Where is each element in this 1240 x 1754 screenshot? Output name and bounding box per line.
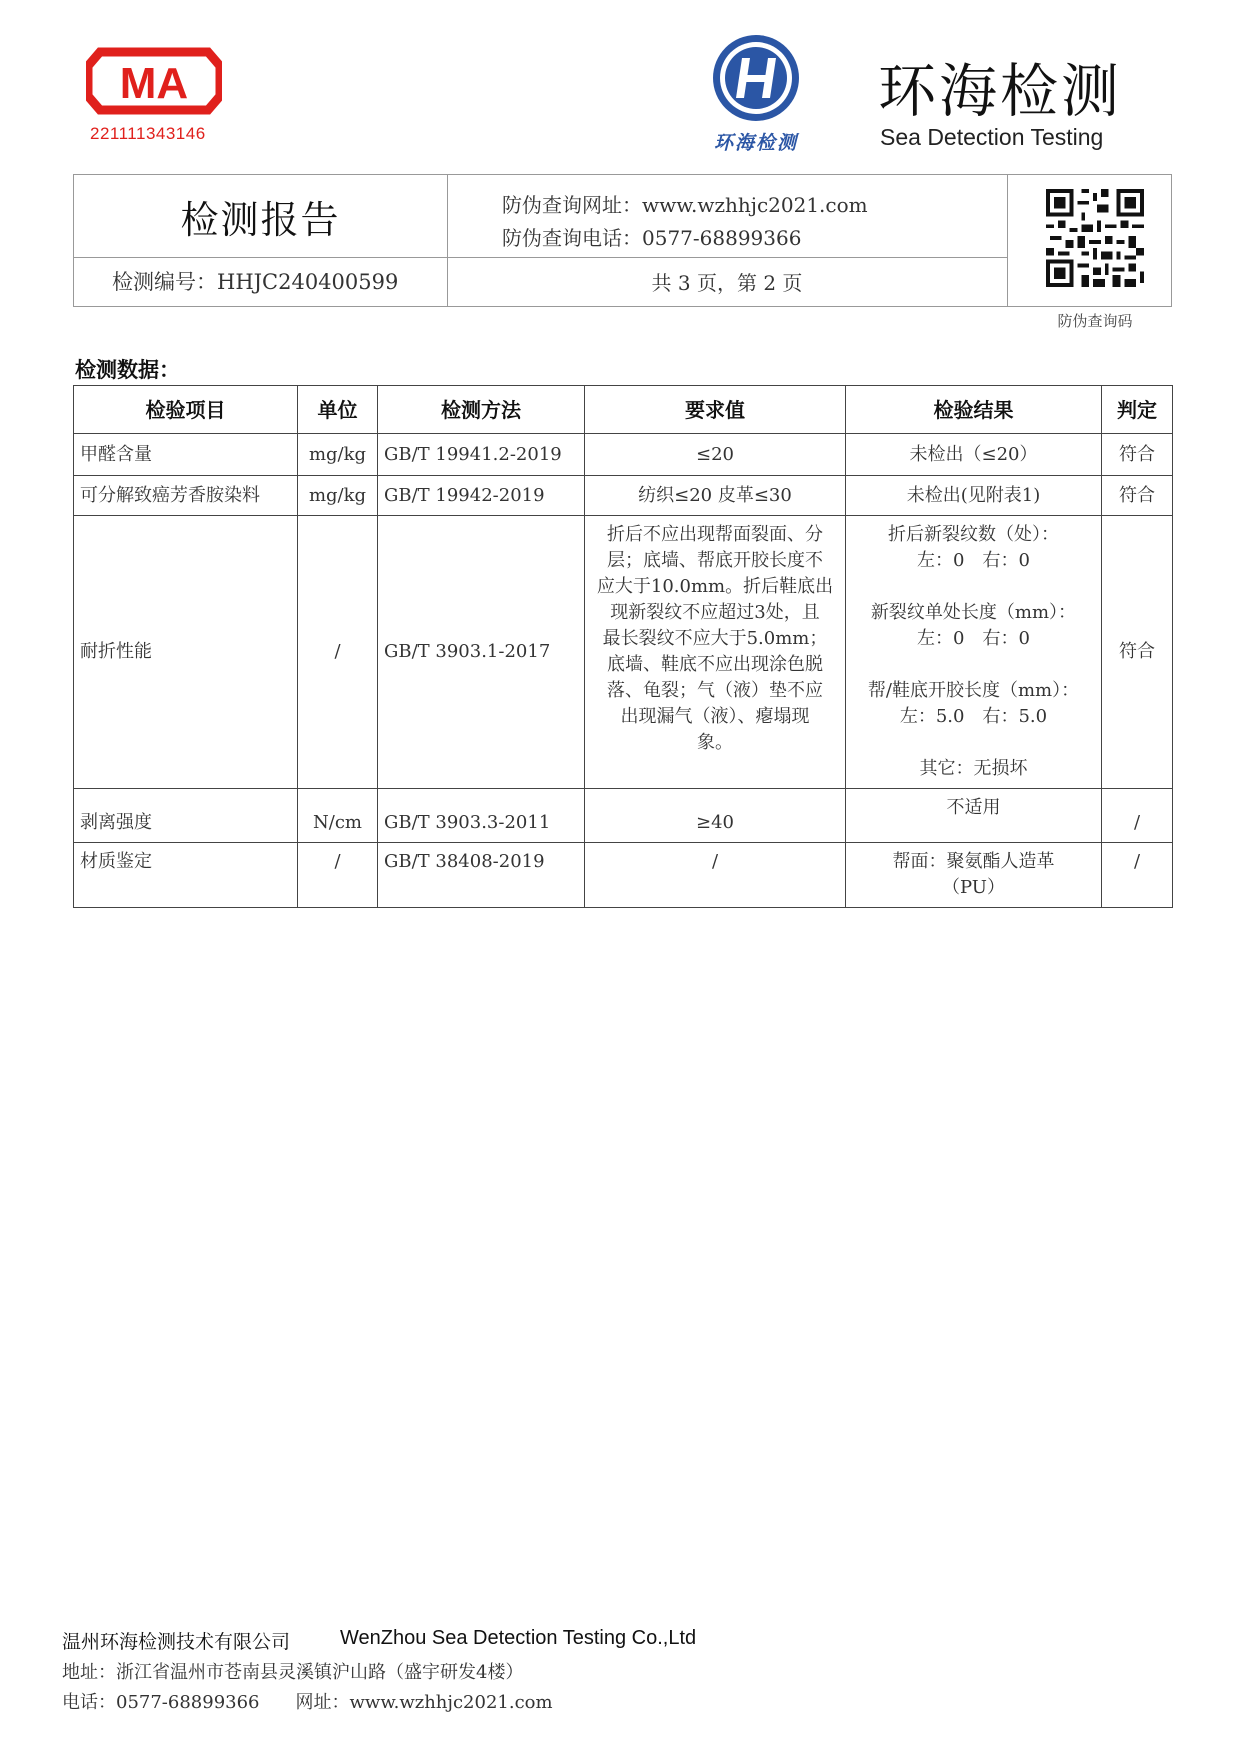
cell-unit: mg/kg bbox=[298, 434, 378, 476]
verify-url: 防伪查询网址：www.wzhhjc2021.com bbox=[502, 193, 868, 217]
cell-line: 折后不应出现帮面裂面、分 bbox=[607, 524, 823, 545]
cell-method: GB/T 19941.2-2019 bbox=[378, 434, 585, 476]
cell-requirement bbox=[585, 434, 846, 476]
brand-name-en: Sea Detection Testing bbox=[880, 124, 1104, 150]
cell-line: ≤20 bbox=[696, 443, 734, 465]
section-label: 检测数据： bbox=[75, 358, 180, 382]
cell-item: 耐折性能 bbox=[74, 516, 298, 789]
header-item: 检验项目 bbox=[74, 386, 298, 434]
footer-company-cn: 温州环海检测技术有限公司 bbox=[62, 1631, 291, 1653]
cell-line: 层；底墙、帮底开胶长度不 bbox=[607, 550, 823, 571]
header-method: 检测方法 bbox=[378, 386, 585, 434]
cell-spacer bbox=[852, 574, 1095, 600]
cell-line: / bbox=[711, 851, 719, 872]
cell-method: GB/T 19942-2019 bbox=[378, 476, 585, 516]
cell-line: 帮面：聚氨酯人造革 bbox=[892, 851, 1055, 872]
cell-result bbox=[846, 843, 1102, 908]
table-row bbox=[74, 434, 1173, 476]
company-logo-caption: 环海检测 bbox=[713, 132, 798, 154]
cell-line: 其它：无损坏 bbox=[919, 758, 1028, 779]
report-number: 检测编号：HHJC240400599 bbox=[112, 270, 399, 294]
table-row bbox=[74, 843, 1173, 908]
cell-spacer bbox=[852, 730, 1095, 756]
cell-line: 新裂纹单处长度（mm）： bbox=[870, 602, 1077, 623]
cell-requirement bbox=[585, 789, 846, 843]
cell-item: 可分解致癌芳香胺染料 bbox=[74, 476, 298, 516]
cell-line: 左：0 右：0 bbox=[917, 628, 1030, 649]
cell-judgement: 符合 bbox=[1102, 516, 1173, 789]
cell-judgement: / bbox=[1102, 843, 1173, 908]
cell-result bbox=[846, 476, 1102, 516]
cell-method: GB/T 3903.3-2011 bbox=[378, 789, 585, 843]
cell-method: GB/T 38408-2019 bbox=[378, 843, 585, 908]
header-requirement: 要求值 bbox=[585, 386, 846, 434]
cell-line: 纺织≤20 皮革≤30 bbox=[638, 484, 792, 506]
cell-judgement: / bbox=[1102, 789, 1173, 843]
divider bbox=[1007, 175, 1008, 306]
cell-requirement bbox=[585, 516, 846, 789]
cell-judgement: 符合 bbox=[1102, 434, 1173, 476]
table-row bbox=[74, 516, 1173, 789]
cell-item: 剥离强度 bbox=[74, 789, 298, 843]
cell-spacer bbox=[852, 652, 1095, 678]
cell-line: 应大于10.0mm。折后鞋底出 bbox=[596, 576, 834, 597]
table-row bbox=[74, 789, 1173, 843]
cell-line: ≥40 bbox=[696, 812, 734, 833]
cma-logo bbox=[86, 42, 222, 120]
header-result: 检验结果 bbox=[846, 386, 1102, 434]
cell-unit: N/cm bbox=[298, 789, 378, 843]
cell-line: 最长裂纹不应大于5.0mm； bbox=[602, 628, 828, 649]
header-judgement: 判定 bbox=[1102, 386, 1173, 434]
cell-requirement bbox=[585, 843, 846, 908]
cell-judgement: 符合 bbox=[1102, 476, 1173, 516]
cell-result bbox=[846, 434, 1102, 476]
table-row bbox=[74, 476, 1173, 516]
cell-line: （PU） bbox=[942, 877, 1005, 898]
cell-line: 左：0 右：0 bbox=[917, 550, 1030, 571]
report-title: 检测报告 bbox=[180, 198, 341, 242]
cell-line: 未检出(见附表1) bbox=[906, 484, 1041, 506]
qr-code-label: 防伪查询码 bbox=[1057, 312, 1133, 330]
cell-result bbox=[846, 789, 1102, 843]
cma-logo-text: MA bbox=[119, 59, 189, 108]
cell-unit: / bbox=[298, 516, 378, 789]
cell-line: 左：5.0 右：5.0 bbox=[899, 706, 1048, 727]
footer-contact: 电话：0577-68899366 网址：www.wzhhjc2021.com bbox=[62, 1692, 553, 1713]
table-header-row bbox=[74, 386, 1173, 434]
footer-address: 地址：浙江省温州市苍南县灵溪镇沪山路（盛宇研发4楼） bbox=[62, 1662, 524, 1683]
cell-line: 落、龟裂；气（液）垫不应 bbox=[607, 680, 823, 701]
report-info-box bbox=[73, 174, 1172, 307]
cell-line: 现新裂纹不应超过3处，且 bbox=[610, 602, 820, 623]
cell-unit: / bbox=[298, 843, 378, 908]
cell-line: 象。 bbox=[697, 732, 733, 753]
page-indicator: 共 3 页，第 2 页 bbox=[651, 271, 803, 295]
footer-company-en: WenZhou Sea Detection Testing Co.,Ltd bbox=[340, 1627, 697, 1649]
cell-line: 未检出（≤20） bbox=[909, 443, 1038, 465]
cell-item: 甲醛含量 bbox=[74, 434, 298, 476]
header-unit: 单位 bbox=[298, 386, 378, 434]
cell-line: 帮/鞋底开胶长度（mm）： bbox=[867, 680, 1080, 701]
cma-number: 221111343146 bbox=[90, 124, 206, 143]
company-logo-icon bbox=[710, 32, 802, 124]
qr-code-icon bbox=[1046, 189, 1144, 287]
brand-name-cn: 环海检测 bbox=[878, 57, 1123, 125]
cell-line: 出现漏气（液）、瘪塌现 bbox=[620, 706, 810, 727]
cell-line: 折后新裂纹数（处）： bbox=[888, 524, 1059, 545]
cell-line: 底墙、鞋底不应出现涂色脱 bbox=[607, 654, 823, 675]
cell-method: GB/T 3903.1-2017 bbox=[378, 516, 585, 789]
cell-unit: mg/kg bbox=[298, 476, 378, 516]
cell-result bbox=[846, 516, 1102, 789]
cell-requirement bbox=[585, 476, 846, 516]
verify-phone: 防伪查询电话：0577-68899366 bbox=[502, 226, 802, 250]
cell-line: 不适用 bbox=[946, 797, 1001, 818]
divider bbox=[74, 257, 1007, 258]
cell-item: 材质鉴定 bbox=[74, 843, 298, 908]
test-data-table bbox=[73, 385, 1173, 908]
